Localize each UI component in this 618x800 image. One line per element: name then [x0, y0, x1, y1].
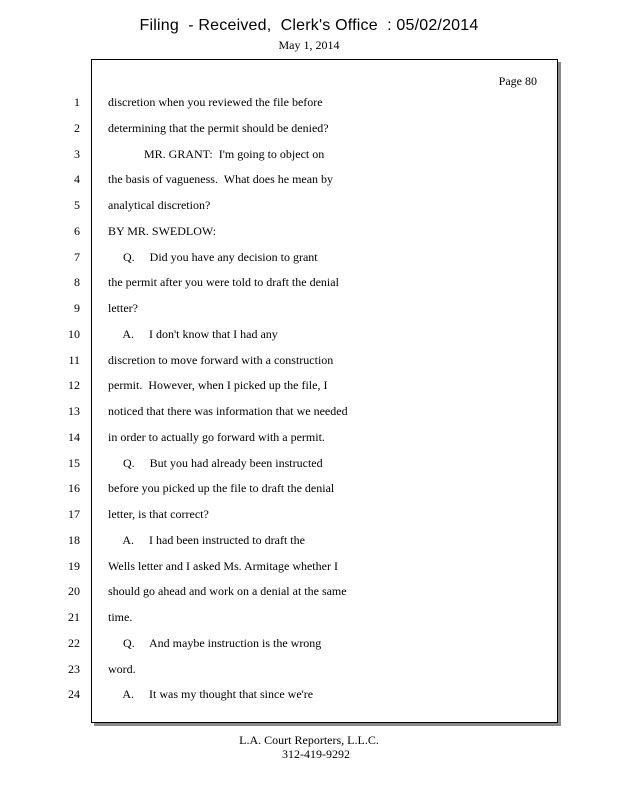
transcript-line — [0, 146, 618, 172]
transcript-line — [0, 429, 618, 455]
line-number: 15 — [68, 455, 80, 470]
line-text: time. — [108, 610, 133, 624]
line-text: A. I had been instructed to draft the — [108, 532, 305, 547]
line-number: 7 — [74, 249, 80, 264]
transcript-line — [0, 609, 618, 635]
transcript-line — [0, 661, 618, 687]
line-number: 4 — [74, 172, 80, 187]
line-text: word. — [108, 661, 136, 676]
line-text: the permit after you were told to draft the denial — [108, 275, 339, 290]
line-number: 10 — [68, 326, 80, 341]
line-number: 20 — [68, 584, 80, 599]
transcript-line — [0, 326, 618, 352]
line-text: in order to actually go forward with a permit. — [108, 429, 325, 444]
line-text: the basis of vagueness. What does he mean by — [108, 172, 334, 187]
transcript-line — [0, 506, 618, 532]
line-text: Q. Did you have any decision to grant — [108, 249, 318, 264]
transcript-line — [0, 352, 618, 378]
line-text: Wells letter and I asked Ms. Armitage whether I — [108, 558, 338, 573]
transcript-line — [0, 558, 618, 584]
line-text: letter? — [108, 301, 138, 315]
footer-phone: 312-419-9292 — [282, 747, 350, 761]
transcript-line — [0, 480, 618, 506]
line-number: 18 — [68, 532, 80, 547]
line-number: 1 — [74, 95, 80, 109]
transcript-line — [0, 197, 618, 223]
line-text: A. I don't know that I had any — [108, 326, 278, 341]
line-number: 24 — [68, 687, 80, 702]
transcript-line — [0, 120, 618, 146]
line-text: discretion to move forward with a construction — [108, 352, 334, 367]
line-number: 19 — [68, 558, 80, 573]
line-text: permit. However, when I picked up the file, I — [108, 378, 328, 393]
transcript-line — [0, 583, 618, 609]
line-text: BY MR. SWEDLOW: — [108, 223, 217, 238]
line-text: discretion when you reviewed the file before — [108, 95, 323, 109]
transcript-line — [0, 274, 618, 300]
line-text: should go ahead and work on a denial at the same — [108, 584, 347, 599]
transcript-line — [0, 377, 618, 403]
transcript-line — [0, 249, 618, 275]
transcript-line — [0, 686, 618, 712]
line-text: Q. But you had already been instructed — [108, 455, 323, 470]
line-text: A. It was my thought that since we're — [108, 687, 314, 702]
line-number: 8 — [74, 275, 80, 290]
transcript-body — [0, 94, 618, 712]
transcript-line — [0, 223, 618, 249]
line-number: 13 — [68, 404, 80, 418]
transcript-line — [0, 403, 618, 429]
line-number: 21 — [68, 610, 80, 624]
line-text: analytical discretion? — [108, 198, 211, 212]
line-number: 17 — [68, 507, 80, 521]
line-text: determining that the permit should be denied? — [108, 120, 329, 135]
line-number: 6 — [74, 223, 80, 238]
line-number: 11 — [68, 352, 80, 367]
line-number: 14 — [68, 429, 80, 444]
transcript-line — [0, 455, 618, 481]
transcript-line — [0, 171, 618, 197]
footer-company: L.A. Court Reporters, L.L.C. — [239, 733, 379, 747]
line-number: 22 — [68, 635, 80, 650]
line-number: 23 — [68, 661, 80, 676]
line-text: noticed that there was information that we needed — [108, 404, 348, 418]
line-number: 5 — [74, 198, 80, 212]
line-text: before you picked up the file to draft the denial — [108, 481, 335, 496]
line-number: 9 — [74, 301, 80, 315]
line-text: Q. And maybe instruction is the wrong — [108, 635, 322, 650]
transcript-line — [0, 532, 618, 558]
line-number: 16 — [68, 481, 80, 496]
line-text: MR. GRANT: I'm going to object on — [108, 146, 325, 161]
filing-stamp-header: Filing - Received, Clerk's Office : 05/02/2014 — [139, 17, 479, 34]
line-number: 12 — [68, 378, 80, 393]
line-number: 3 — [74, 146, 80, 161]
transcript-line — [0, 300, 618, 326]
transcript-line — [0, 94, 618, 120]
transcript-date: May 1, 2014 — [278, 38, 340, 52]
line-number: 2 — [74, 120, 80, 135]
line-text: letter, is that correct? — [108, 507, 209, 521]
page-number: Page 80 — [498, 74, 537, 88]
transcript-line — [0, 635, 618, 661]
